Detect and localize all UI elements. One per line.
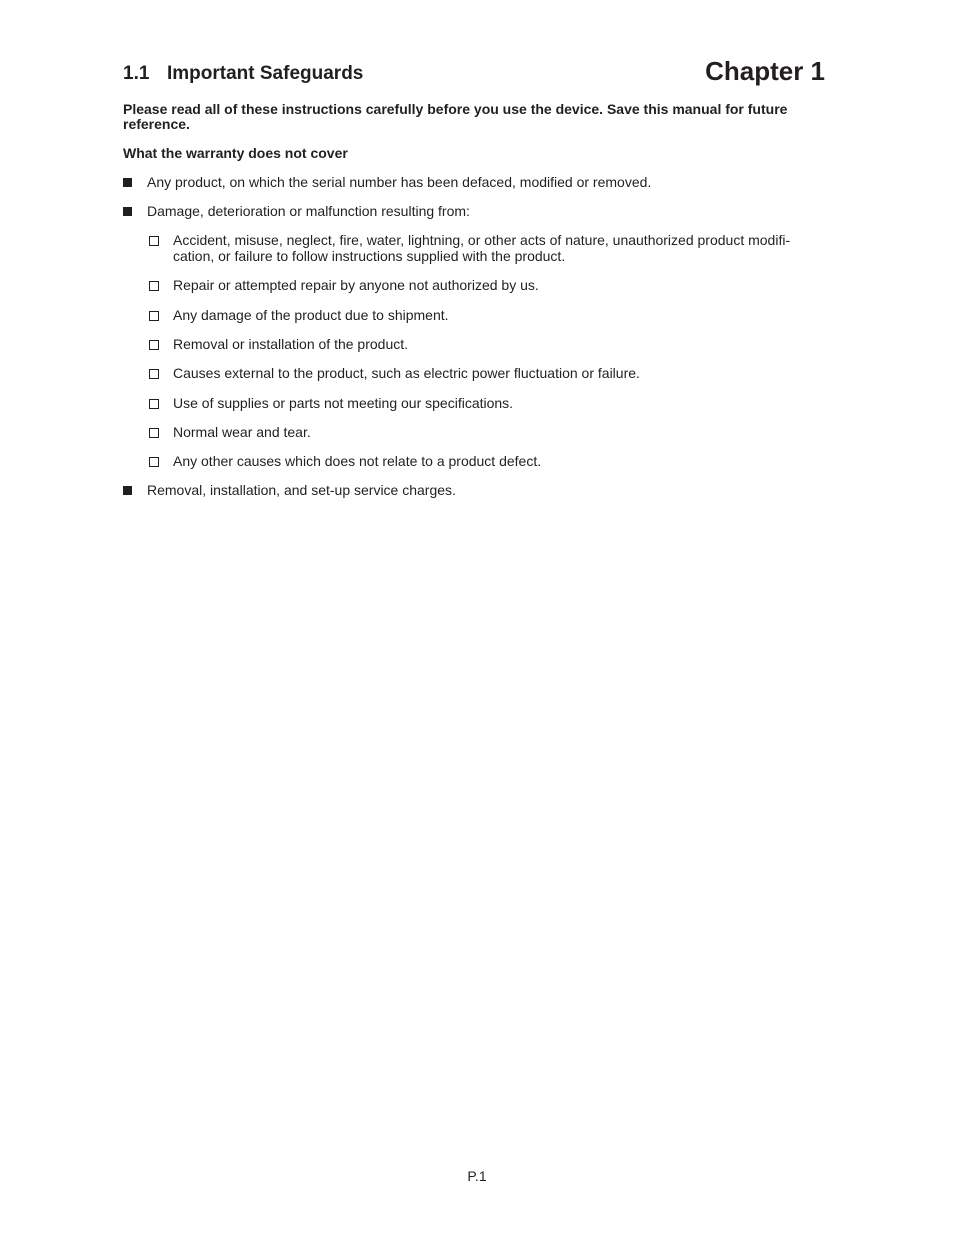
sub-list-item-text: Causes external to the product, such as electric power fluctuation or failure. [173, 365, 640, 381]
open-square-bullet-icon [149, 311, 159, 321]
section-title [123, 63, 363, 85]
list-item-text: Damage, deterioration or malfunction resulting from: [147, 203, 470, 219]
open-square-bullet-icon [149, 281, 159, 291]
open-square-bullet-icon [149, 399, 159, 409]
open-square-bullet-icon [149, 340, 159, 350]
chapter-title: Chapter 1 [705, 56, 825, 86]
section-title-text: Important Safeguards [167, 63, 364, 84]
section-number: 1.1 [123, 63, 150, 84]
warranty-subheading: What the warranty does not cover [123, 145, 348, 161]
filled-square-bullet-icon [123, 178, 132, 187]
list-item-text: Any product, on which the serial number has been defaced, modified or removed. [147, 174, 652, 190]
open-square-bullet-icon [149, 457, 159, 467]
sub-list-item-text: Any other causes which does not relate to a product defect. [173, 453, 542, 469]
sub-list-item-text: Removal or installation of the product. [173, 336, 409, 352]
sub-list-item-text: Use of supplies or parts not meeting our specifications. [173, 395, 514, 411]
intro-paragraph: Please read all of these instructions carefully before you use the device. Save this manual for future reference. [123, 101, 788, 132]
sub-list-item-text: Normal wear and tear. [173, 424, 311, 440]
filled-square-bullet-icon [123, 486, 132, 495]
open-square-bullet-icon [149, 236, 159, 246]
open-square-bullet-icon [149, 369, 159, 379]
sub-list-item-text: Repair or attempted repair by anyone not authorized by us. [173, 277, 539, 293]
sub-list-item-text: Any damage of the product due to shipment. [173, 307, 449, 323]
sub-list-item-text: Accident, misuse, neglect, fire, water, lightning, or other acts of nature, unauthorized product modifi-cation, or failure to follow instructions supplied with the product. [173, 232, 791, 264]
page-number: P.1 [467, 1168, 487, 1184]
open-square-bullet-icon [149, 428, 159, 438]
filled-square-bullet-icon [123, 207, 132, 216]
list-item-text: Removal, installation, and set-up service charges. [147, 482, 456, 498]
